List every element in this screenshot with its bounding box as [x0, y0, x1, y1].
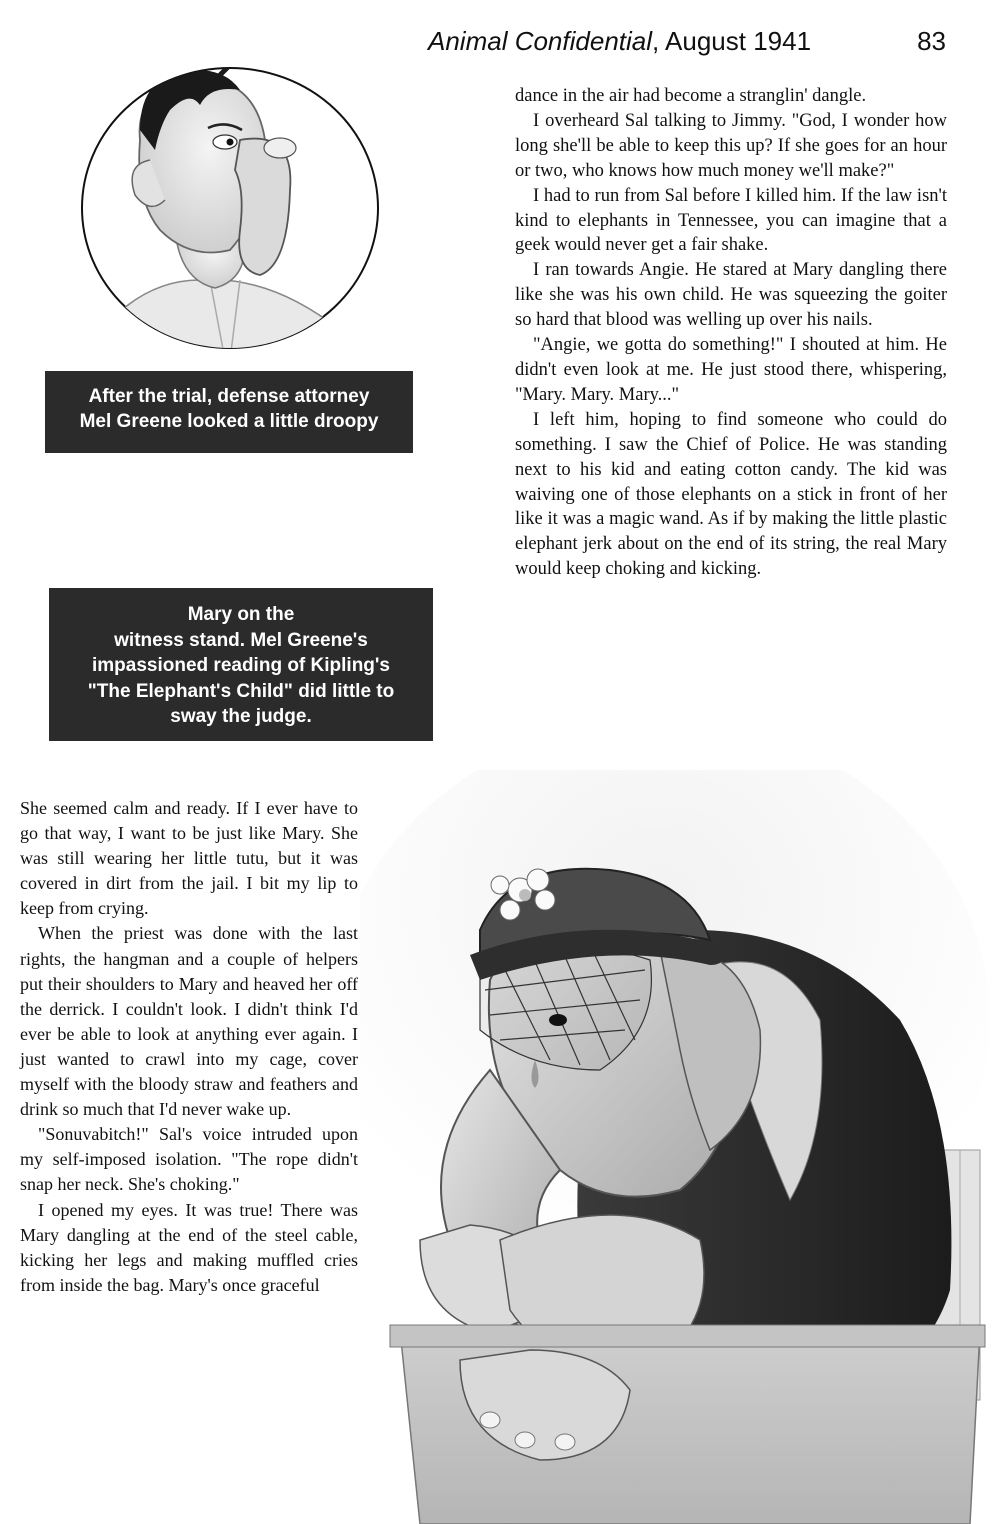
elephant-witness-illustration [360, 770, 990, 1524]
paragraph: When the priest was done with the last rights, the hangman and a couple of helpers put their shoulders to Mary and heaved her off the derrick. I couldn't look. I didn't think I'd ever be able to look at anything ever again. I just wanted to crawl into my cage, cover myself with the bloody straw and feathers and drink so much that I'd never wake up. [20, 923, 358, 1120]
witness-caption [49, 588, 433, 741]
paragraph: "Sonuvabitch!" Sal's voice intruded upon my self-imposed isolation. "The rope didn't snap her neck. She's choking." [20, 1124, 358, 1195]
caption-line: After the trial, defense attorney [88, 386, 370, 407]
paragraph: I opened my eyes. It was true! There was Mary dangling at the end of the steel cable, kicking her legs and making muffled cries from inside the bag. Mary's once graceful [20, 1199, 358, 1295]
paragraph: I ran towards Angie. He stared at Mary dangling there like she was his own child. He was squeezing the goiter so hard that blood was welling up over his nails. [515, 260, 947, 331]
paragraph: dance in the air had become a stranglin' dangle. [515, 86, 867, 106]
caption-line: impassioned reading of Kipling's [92, 655, 390, 676]
attorney-portrait-illustration [40, 30, 420, 350]
running-title [428, 26, 811, 57]
left-text-column [20, 796, 358, 1298]
right-text-column [515, 84, 947, 582]
page-number: 83 [917, 26, 946, 56]
page-header [420, 26, 960, 66]
paragraph: "Angie, we gotta do something!" I shouted at him. He didn't even look at me. He just stood there, whispering, "Mary. Mary. Mary..." [515, 335, 947, 405]
caption-line: Mel Greene looked a little droopy [79, 411, 379, 432]
paragraph: I had to run from Sal before I killed him. If the law isn't kind to elephants in Tennessee, you can imagine that a geek would never get a fair shake. [515, 185, 947, 256]
caption-line: witness stand. Mel Greene's [114, 629, 368, 651]
caption-line: sway the judge. [170, 706, 312, 727]
issue-date: , August 1941 [652, 26, 812, 56]
attorney-caption [45, 371, 413, 453]
caption-line: "The Elephant's Child" did little to [87, 680, 395, 702]
paragraph: I left him, hoping to find someone who could do something. I saw the Chief of Police. He was standing next to his kid and eating cotton candy. The kid was waiving one of those elephants on a stick in front of her like it was a magic wand. As if by making the little plastic elephant jerk about on the end of its string, the real Mary would keep choking and kicking. [515, 409, 947, 580]
publication-title: Animal Confidential [428, 26, 653, 56]
caption-line: Mary on the [187, 604, 295, 625]
paragraph: She seemed calm and ready. If I ever have to go that way, I want to be just like Mary. She was still wearing her little tutu, but it was covered in dirt from the jail. I bit my lip to keep from crying. [20, 798, 358, 919]
paragraph: I overheard Sal talking to Jimmy. "God, I wonder how long she'll be able to keep this up? If she goes for an hour or two, who knows how much money we'll make?" [515, 110, 947, 181]
